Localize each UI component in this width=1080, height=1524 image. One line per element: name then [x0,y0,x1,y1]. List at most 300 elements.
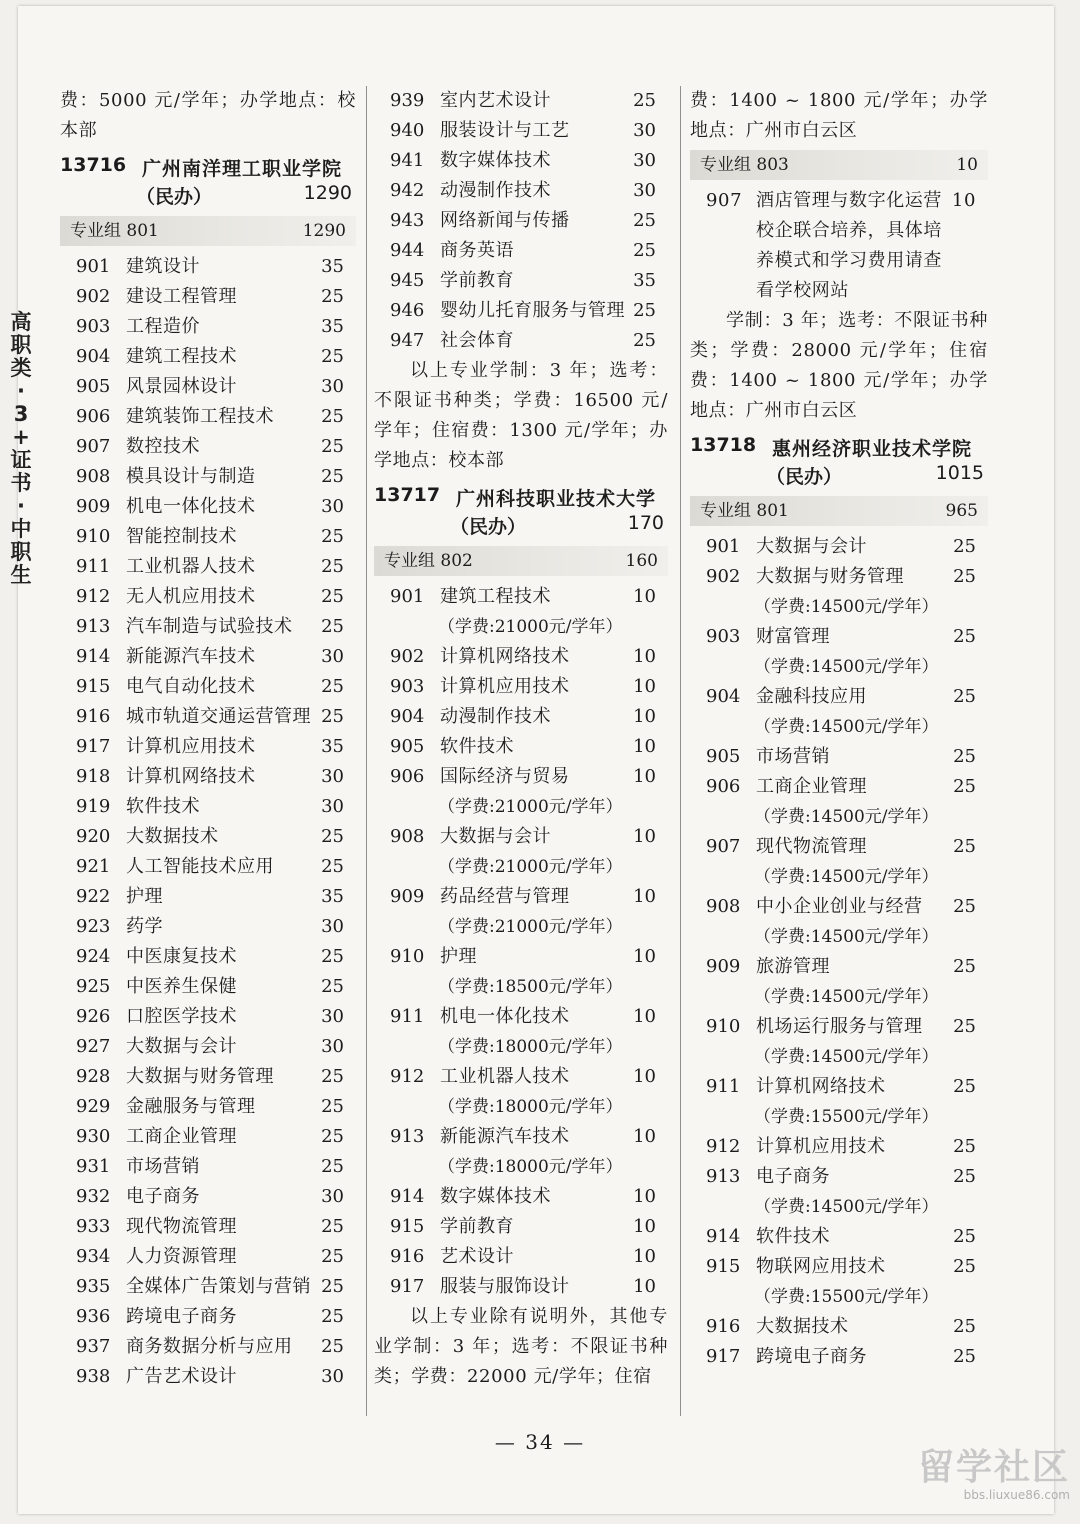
major-count: 10 [633,1246,656,1267]
major-name: 大数据技术 [126,826,219,847]
major-code: 914 [76,646,111,667]
major-count: 25 [633,210,656,231]
major-count: 25 [953,1316,976,1337]
major-code: 941 [390,150,425,171]
major-list [374,86,668,356]
major-name: 物联网应用技术 [756,1256,886,1277]
major-code: 915 [706,1256,741,1277]
major-row [60,552,356,582]
major-name: 口腔医学技术 [126,1006,237,1027]
major-row [690,1252,988,1282]
major-row [374,1062,668,1092]
major-count: 25 [953,1226,976,1247]
major-name: 广告艺术设计 [126,1366,237,1387]
major-code: 923 [76,916,111,937]
school-header-13716 [60,150,356,210]
major-fee-note [374,852,668,882]
major-count: 35 [633,270,656,291]
major-code: 915 [390,1216,425,1237]
major-row [374,296,668,326]
major-row [60,1272,356,1302]
major-name: 工程造价 [126,316,200,337]
group-count: 160 [625,551,658,571]
major-name: 市场营销 [126,1156,200,1177]
major-row [374,1002,668,1032]
group-count: 1290 [302,221,346,241]
major-code: 918 [76,766,111,787]
major-name: 大数据与财务管理 [756,566,904,587]
major-count: 25 [953,626,976,647]
major-name: 大数据与会计 [126,1036,237,1057]
major-count: 25 [321,526,344,547]
major-name: 计算机应用技术 [126,736,256,757]
major-name: 电子商务 [126,1186,200,1207]
major-name: 软件技术 [126,796,200,817]
major-count: 10 [633,646,656,667]
major-row [374,732,668,762]
major-count: 25 [321,406,344,427]
major-code: 932 [76,1186,111,1207]
major-count: 25 [321,436,344,457]
major-row [60,942,356,972]
major-name: 大数据与会计 [440,826,551,847]
major-name: 风景园林设计 [126,376,237,397]
major-name: 电子商务 [756,1166,830,1187]
major-code: 912 [76,586,111,607]
side-tab-char: 职 [10,333,32,357]
major-count: 35 [321,736,344,757]
major-name: 商务数据分析与应用 [126,1336,293,1357]
major-code: 928 [76,1066,111,1087]
major-count: 30 [321,646,344,667]
major-count: 25 [953,536,976,557]
major-count: 25 [953,1346,976,1367]
major-code: 913 [706,1166,741,1187]
major-name: 城市轨道交通运营管理 [126,706,311,727]
major-count: 10 [951,190,976,211]
major-fee-note [374,612,668,642]
major-row [60,1002,356,1032]
major-name: 大数据技术 [756,1316,849,1337]
major-count: 25 [321,676,344,697]
major-row [690,562,988,592]
group-label: 专业组 802 [384,551,473,571]
major-row [60,1032,356,1062]
major-name: 计算机网络技术 [440,646,570,667]
major-count: 25 [633,330,656,351]
major-code: 902 [76,286,111,307]
major-row [690,772,988,802]
major-count: 30 [321,496,344,517]
major-code: 903 [706,626,741,647]
major-code: 902 [706,566,741,587]
major-fee-note [690,592,988,622]
major-name: 服装与服饰设计 [440,1276,570,1297]
major-name: 工商企业管理 [126,1126,237,1147]
school-total: 170 [627,512,664,534]
major-code: 903 [390,676,425,697]
major-count: 25 [321,286,344,307]
major-name: 金融服务与管理 [126,1096,256,1117]
major-count: 10 [633,886,656,907]
major-count: 30 [321,1006,344,1027]
major-code: 916 [706,1316,741,1337]
major-fee-note [374,1032,668,1062]
major-fee-note [690,862,988,892]
major-code: 926 [76,1006,111,1027]
major-code: 935 [76,1276,111,1297]
major-row [60,1122,356,1152]
major-row [60,972,356,1002]
major-count: 10 [633,1066,656,1087]
major-fee: （学费:18000元/学年） [438,1037,623,1057]
major-fee-note [690,982,988,1012]
site-watermark [890,1448,1070,1510]
major-fee: （学费:21000元/学年） [438,857,623,877]
major-row [374,86,668,116]
major-count: 10 [633,736,656,757]
school-code: 13716 [60,154,127,176]
major-row [60,522,356,552]
major-fee: （学费:21000元/学年） [438,797,623,817]
major-code: 901 [76,256,111,277]
school-total: 1015 [935,462,984,484]
major-name: 学前教育 [440,270,514,291]
major-code: 907 [706,836,741,857]
major-code: 910 [390,946,425,967]
major-row [690,832,988,862]
school-name: 广州科技职业技术大学 [456,488,657,510]
major-row [374,1242,668,1272]
major-fee: （学费:21000元/学年） [438,617,623,637]
major-row [60,282,356,312]
major-name: 数控技术 [126,436,200,457]
column-1 [60,86,356,1392]
major-count: 25 [321,1246,344,1267]
major-fee: （学费:14500元/学年） [754,867,939,887]
major-name: 计算机网络技术 [126,766,256,787]
major-code: 936 [76,1306,111,1327]
major-row [60,642,356,672]
major-row [374,1212,668,1242]
major-fee: （学费:18500元/学年） [438,977,623,997]
major-name: 全媒体广告策划与营销 [126,1276,311,1297]
major-count: 10 [633,946,656,967]
major-fee: （学费:14500元/学年） [754,987,939,1007]
major-count: 25 [953,1016,976,1037]
major-row [690,532,988,562]
col2-note-2: 以上专业除有说明外，其他专业学制：3 年；选考：不限证书种类；学费：22000 元/学年；住宿 [374,1306,668,1387]
major-code: 912 [390,1066,425,1087]
major-row [690,682,988,712]
major-code: 916 [390,1246,425,1267]
major-row [374,266,668,296]
major-name: 酒店管理与数字化运营 [756,190,942,211]
major-count: 25 [321,1096,344,1117]
major-row [690,1162,988,1192]
major-count: 25 [633,240,656,261]
major-row [690,742,988,772]
major-group-header [690,496,988,526]
major-code: 930 [76,1126,111,1147]
major-count: 25 [321,946,344,967]
major-name: 软件技术 [440,736,514,757]
major-name: 财富管理 [756,626,830,647]
major-fee-note [690,1192,988,1222]
major-code: 905 [706,746,741,767]
major-code: 910 [76,526,111,547]
major-fee: （学费:14500元/学年） [754,927,939,947]
major-row [60,402,356,432]
school-ownership: （民办） [766,466,843,488]
major-row [690,1072,988,1102]
side-tab-char: + [12,425,30,449]
major-name: 机场运行服务与管理 [756,1016,923,1037]
major-row [60,912,356,942]
major-name: 护理 [440,946,477,967]
watermark-url: bbs.liuxue86.com [963,1488,1070,1502]
major-count: 25 [953,1166,976,1187]
side-tab-char: · [17,494,25,518]
school-name: 广州南洋理工职业学院 [142,158,343,180]
major-row [690,1222,988,1252]
major-count: 35 [321,316,344,337]
major-row [374,882,668,912]
major-code: 943 [390,210,425,231]
major-row [60,492,356,522]
major-code: 905 [390,736,425,757]
major-fee: （学费:15500元/学年） [754,1287,939,1307]
column-divider [680,86,681,1416]
school-header-13718 [690,430,988,490]
major-code: 909 [390,886,425,907]
major-row [690,1342,988,1372]
major-fee: （学费:18000元/学年） [438,1157,623,1177]
major-row [374,942,668,972]
side-tab-char: 生 [10,563,32,587]
major-name: 机电一体化技术 [126,496,256,517]
major-name: 电气自动化技术 [126,676,256,697]
major-row [374,672,668,702]
major-name: 动漫制作技术 [440,180,551,201]
major-name: 跨境电子商务 [756,1346,867,1367]
major-count: 25 [633,90,656,111]
major-name: 婴幼儿托育服务与管理 [440,300,625,321]
major-code: 911 [706,1076,741,1097]
major-count: 25 [953,1136,976,1157]
major-code: 906 [76,406,111,427]
major-name: 社会体育 [440,330,514,351]
major-count: 25 [321,1276,344,1297]
major-code: 903 [76,316,111,337]
major-list [690,532,988,1372]
major-name: 无人机应用技术 [126,586,256,607]
side-tab-char: 职 [10,540,32,564]
major-count: 25 [321,556,344,577]
major-code: 920 [76,826,111,847]
major-row [374,326,668,356]
major-fee-note [690,922,988,952]
major-count: 35 [321,256,344,277]
major-count: 10 [633,826,656,847]
major-fee: （学费:14500元/学年） [754,1197,939,1217]
school-code: 13717 [374,484,441,506]
major-name: 计算机应用技术 [440,676,570,697]
major-code: 914 [706,1226,741,1247]
major-row [60,822,356,852]
major-name: 建设工程管理 [126,286,237,307]
major-row [60,1362,356,1392]
major-count: 25 [953,686,976,707]
major-count: 10 [633,1006,656,1027]
major-code: 907 [706,190,743,211]
major-name: 室内艺术设计 [440,90,551,111]
major-name: 工业机器人技术 [440,1066,570,1087]
group-label: 专业组 801 [70,221,159,241]
major-count: 25 [321,976,344,997]
major-code: 947 [390,330,425,351]
major-row [374,116,668,146]
major-count: 25 [321,1066,344,1087]
major-name: 模具设计与制造 [126,466,256,487]
major-count: 25 [953,896,976,917]
column-3 [690,86,988,1372]
major-fee: （学费:14500元/学年） [754,717,939,737]
major-name: 大数据与财务管理 [126,1066,274,1087]
major-code: 937 [76,1336,111,1357]
major-row [60,342,356,372]
major-code: 931 [76,1156,111,1177]
major-count: 30 [321,796,344,817]
major-count: 25 [953,956,976,977]
major-code: 921 [76,856,111,877]
column-2 [374,86,668,1392]
major-count: 10 [633,586,656,607]
major-count: 30 [321,916,344,937]
major-code: 906 [390,766,425,787]
major-code: 909 [706,956,741,977]
major-code: 917 [706,1346,741,1367]
major-name: 数字媒体技术 [440,1186,551,1207]
major-code: 915 [76,676,111,697]
major-code: 909 [76,496,111,517]
major-row [60,1302,356,1332]
major-name: 动漫制作技术 [440,706,551,727]
major-name: 工业机器人技术 [126,556,256,577]
major-row [60,1242,356,1272]
major-code: 917 [390,1276,425,1297]
major-row [60,252,356,282]
major-name: 网络新闻与传播 [440,210,570,231]
major-name: 艺术设计 [440,1246,514,1267]
group-count: 965 [945,501,978,521]
major-name: 中医养生保健 [126,976,237,997]
major-code: 905 [76,376,111,397]
major-row [60,882,356,912]
major-fee-note [374,1092,668,1122]
major-count: 25 [321,826,344,847]
major-code: 901 [390,586,425,607]
major-count: 25 [953,746,976,767]
major-name: 智能控制技术 [126,526,237,547]
major-row [60,672,356,702]
major-count: 25 [953,1256,976,1277]
major-row [374,1122,668,1152]
major-count: 25 [633,300,656,321]
school-total: 1290 [303,182,352,204]
major-row [60,582,356,612]
major-row [60,792,356,822]
major-row [60,1152,356,1182]
major-code: 940 [390,120,425,141]
major-code: 913 [76,616,111,637]
major-code: 927 [76,1036,111,1057]
major-row [60,1212,356,1242]
major-count: 25 [321,466,344,487]
major-row [374,176,668,206]
major-name: 汽车制造与试验技术 [126,616,293,637]
side-tab-char: 证 [10,448,32,472]
major-row [60,432,356,462]
major-count: 25 [953,776,976,797]
major-code: 925 [76,976,111,997]
major-row [374,702,668,732]
major-name: 数字媒体技术 [440,150,551,171]
major-count: 30 [633,180,656,201]
major-code: 904 [76,346,111,367]
major-name: 中小企业创业与经营 [756,896,923,917]
school-ownership: （民办） [136,186,213,208]
school-ownership: （民办） [450,516,527,538]
major-name: 中医康复技术 [126,946,237,967]
group-count: 10 [956,155,978,175]
major-row [60,762,356,792]
major-name: 计算机网络技术 [756,1076,886,1097]
major-group-header [60,216,356,246]
major-fee: （学费:18000元/学年） [438,1097,623,1117]
major-count: 10 [633,1186,656,1207]
major-count: 30 [633,120,656,141]
major-name: 大数据与会计 [756,536,867,557]
major-list [60,252,356,1392]
major-row [690,952,988,982]
major-list [374,582,668,1302]
major-count: 25 [321,1216,344,1237]
page-number: — 34 — [494,1430,586,1454]
major-code: 944 [390,240,425,261]
major-name: 新能源汽车技术 [126,646,256,667]
major-row [690,622,988,652]
major-name: 药学 [126,916,163,937]
major-name: 软件技术 [756,1226,830,1247]
major-code: 929 [76,1096,111,1117]
major-code: 916 [76,706,111,727]
major-row [374,236,668,266]
major-code: 910 [706,1016,741,1037]
major-name: 人工智能技术应用 [126,856,274,877]
major-name: 新能源汽车技术 [440,1126,570,1147]
major-row [374,582,668,612]
school-header-13717 [374,480,668,540]
major-row [374,762,668,792]
major-count: 30 [633,150,656,171]
major-name: 机电一体化技术 [440,1006,570,1027]
major-name: 跨境电子商务 [126,1306,237,1327]
major-name: 建筑装饰工程技术 [126,406,274,427]
major-group-header [690,150,988,180]
major-name: 现代物流管理 [126,1216,237,1237]
major-code: 911 [390,1006,425,1027]
